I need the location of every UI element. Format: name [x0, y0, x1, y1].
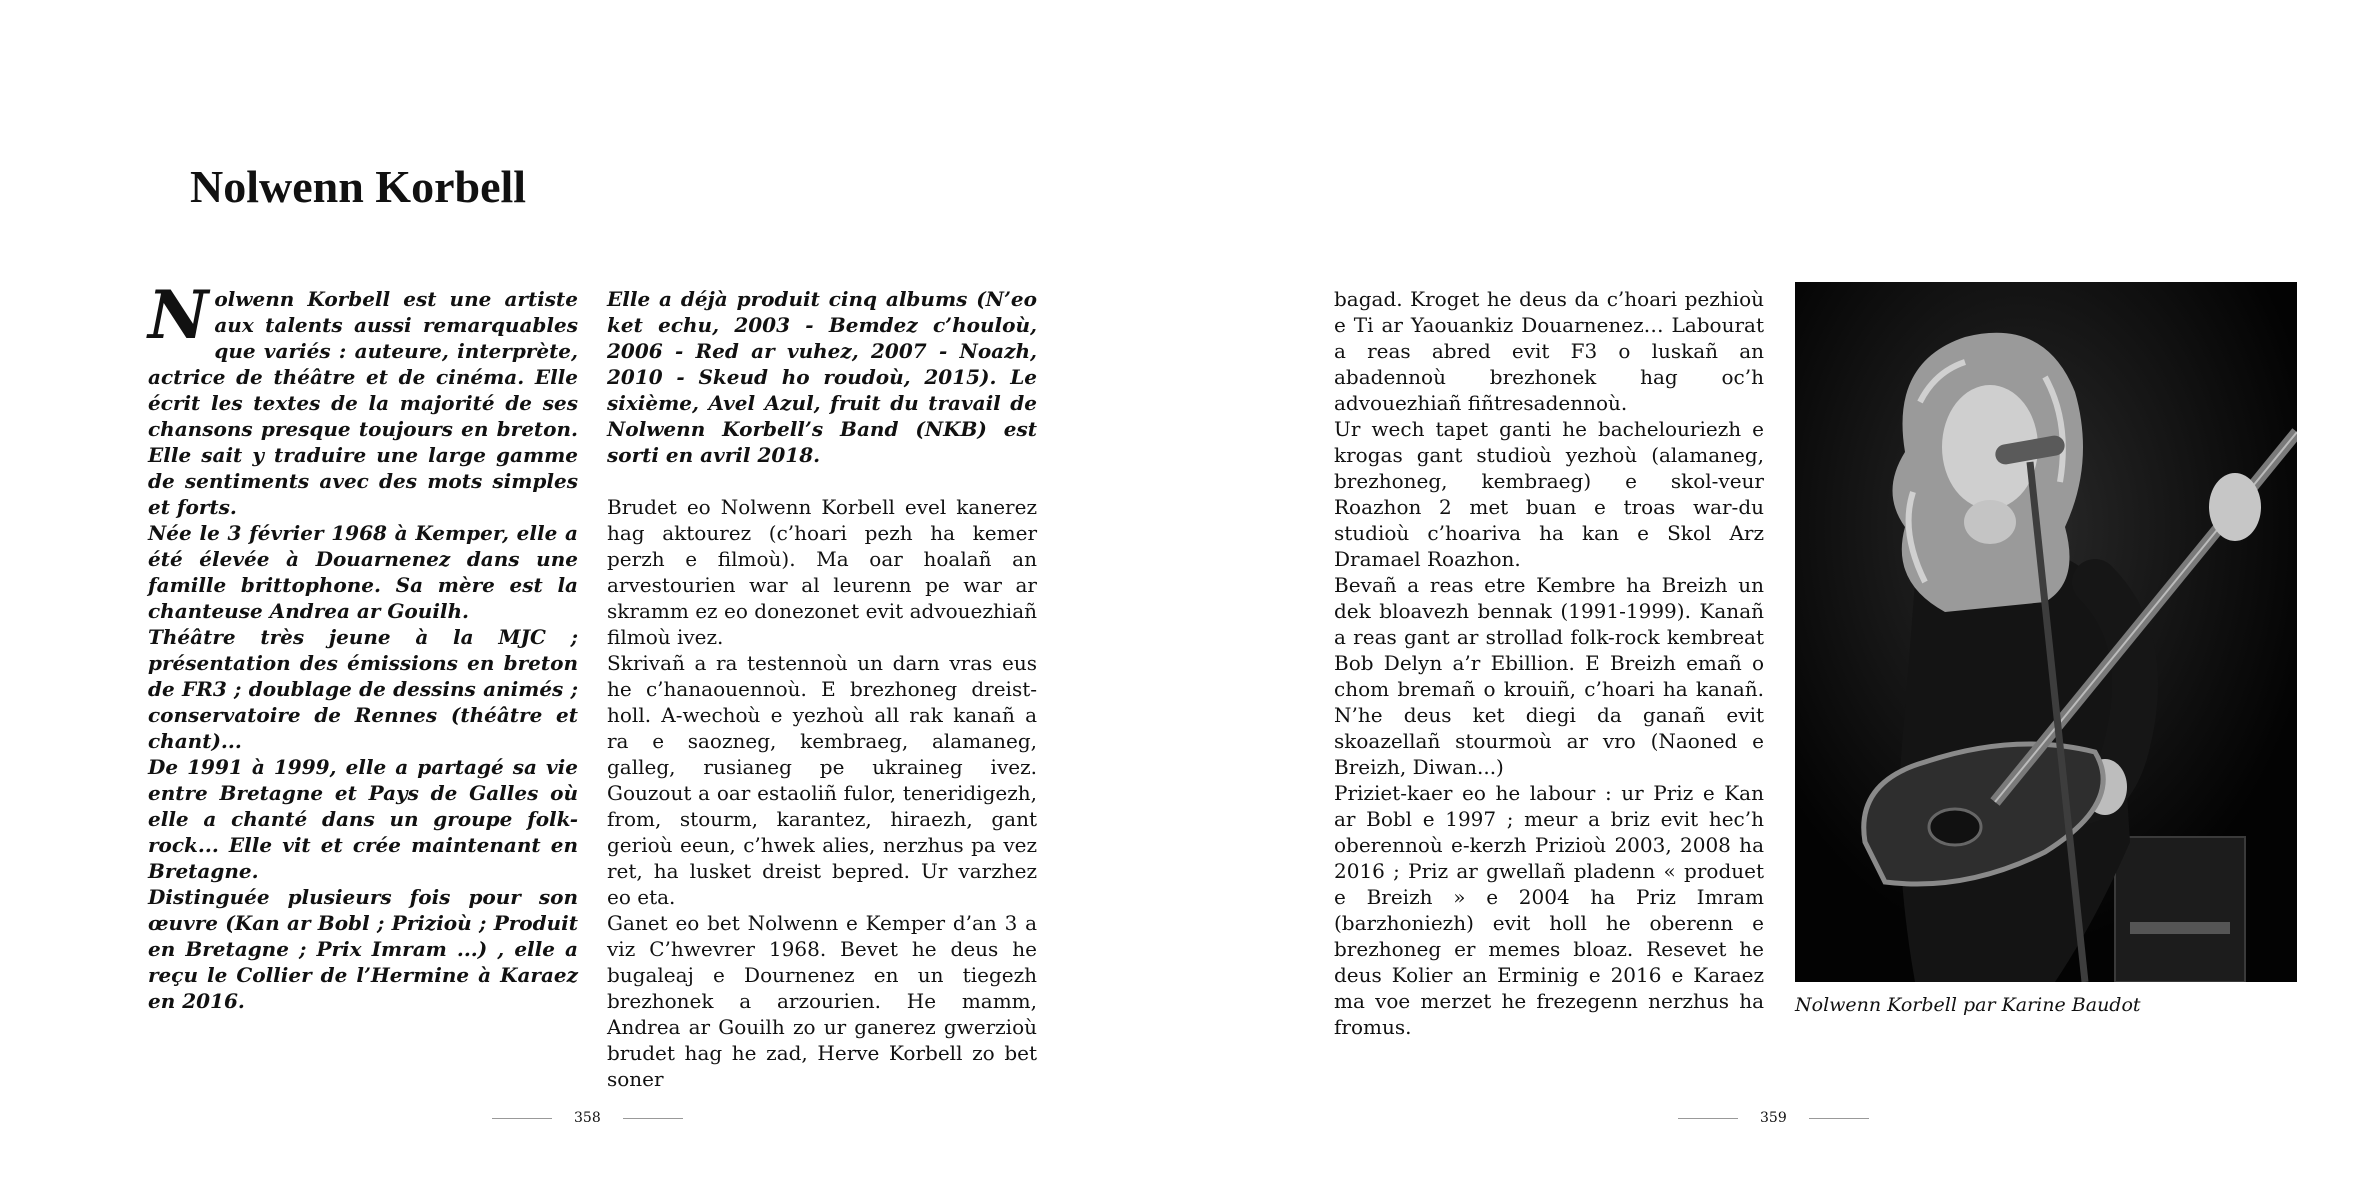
- folio-rule: [1678, 1118, 1738, 1119]
- bio-paragraph: olwenn Korbell est une artiste aux talents aussi remarquables que variés : auteure, interprète, actrice de théâtre et de cinéma. Elle écrit les textes de la majorité de ses chansons presque toujours en breton. Elle sait y traduire une large gamme de sentiments avec des mots simples et forts.: [148, 287, 578, 519]
- folio-rule: [1809, 1118, 1869, 1119]
- photo-caption: Nolwenn Korbell par Karine Baudot: [1795, 994, 2141, 1016]
- folio-rule: [492, 1118, 552, 1119]
- breton-column-right: [1334, 286, 1764, 1040]
- bio-paragraph: De 1991 à 1999, elle a partagé sa vie entre Bretagne et Pays de Galles où elle a chanté dans un groupe folk-rock... Elle vit et crée maintenant en Bretagne.: [148, 755, 578, 883]
- folio-rule: [623, 1118, 683, 1119]
- breton-column-left: [607, 286, 1037, 1092]
- breton-paragraph: Ganet eo bet Nolwenn e Kemper d’an 3 a viz C’hwevrer 1968. Bevet he deus he bugaleaj e Dournenez en un tiegezh brezhonek a arzourien. He mamm, Andrea ar Gouilh zo ur ganerez gwerzioù brudet hag he zad, Herve Korbell zo bet soner: [607, 911, 1037, 1091]
- breton-paragraph: bagad. Kroget he deus da c’hoari pezhioù e Ti ar Yaouankiz Douarnenez… Labourat a reas abred evit F3 o luskañ an abadennoù brezhonek hag oc’h advouezhiañ fiñtresadennoù.: [1334, 287, 1764, 415]
- paragraph-spacer: [607, 468, 1037, 494]
- page-title: Nolwenn Korbell: [190, 161, 527, 212]
- breton-paragraph: Bevañ a reas etre Kembre ha Breizh un dek bloavezh bennak (1991-1999). Kanañ a reas gant ar strollad folk-rock kembreat Bob Delyn a’r Ebillion. E Breizh emañ o chom bremañ o krouiñ, c’hoari ha kanañ. N’he deus ket diegi da ganañ evit skoazellañ stourmoù ar vro (Naoned e Breizh, Diwan...): [1334, 573, 1764, 779]
- page-number-right: [1678, 1110, 1869, 1126]
- breton-paragraph: Ur wech tapet ganti he bachelouriezh e krogas gant studioù yezhoù (alamaneg, brezhoneg, kembraeg) e skol-veur Roazhon 2 met buan e troas war-du studioù c’hoariva ha kan e Skol Arz Dramael Roazhon.: [1334, 417, 1764, 571]
- performer-photo: [1795, 282, 2297, 982]
- page-number-left: [492, 1110, 683, 1126]
- bio-paragraph: Théâtre très jeune à la MJC ; présentation des émissions en breton de FR3 ; doublage de dessins animés ; conservatoire de Rennes (théâtre et chant)...: [148, 625, 578, 753]
- breton-paragraph: Brudet eo Nolwenn Korbell evel kanerez hag aktourez (c’hoari pezh ha kemer perzh e filmoù). Ma oar hoalañ an arvestourien war al leurenn pe war ar skramm ez eo donezonet evit advouezhiañ filmoù ivez.: [607, 495, 1037, 649]
- performer-illustration: [1795, 282, 2297, 982]
- french-bio-column: [148, 276, 578, 1014]
- breton-paragraph: Skrivañ a ra testennoù un darn vras eus he c’hanaouennoù. E brezhoneg dreist-holl. A-wechoù e yezhoù all rak kanañ a ra e saozneg, kembraeg, alamaneg, galleg, rusianeg pe ukraineg ivez. Gouzout a oar estaoliñ fulor, teneridigezh, from, stourm, karantez, hiraezh, gant gerioù eeun, c’hwek alies, nerzhus pa vez ret, ha lusket dreist bepred. Ur varzhez eo eta.: [607, 651, 1037, 909]
- bio-paragraph: Née le 3 février 1968 à Kemper, elle a été élevée à Douarnenez dans une famille brittophone. Sa mère est la chanteuse Andrea ar Gouilh.: [148, 521, 578, 623]
- drop-cap: N: [148, 276, 209, 354]
- page-number: 358: [574, 1110, 601, 1126]
- albums-paragraph: Elle a déjà produit cinq albums (N’eo ket echu, 2003 - Bemdez c’houloù, 2006 - Red ar vuhez, 2007 - Noazh, 2010 - Skeud ho roudoù, 2015). Le sixième, Avel Azul, fruit du travail de Nolwenn Korbell’s Band (NKB) est sorti en avril 2018.: [607, 287, 1037, 467]
- bio-paragraph: Distinguée plusieurs fois pour son œuvre (Kan ar Bobl ; Prizioù ; Produit en Bretagne ; Prix Imram ...) , elle a reçu le Collier de l’Hermine à Karaez en 2016.: [148, 885, 578, 1013]
- breton-paragraph: Priziet-kaer eo he labour : ur Priz e Kan ar Bobl e 1997 ; meur a briz evit hec’h oberennoù e-kerzh Prizioù 2003, 2008 ha 2016 ; Priz ar gwellañ pladenn « produet e Breizh » e 2004 ha Priz Imram (barzhoniezh) evit holl he oberenn e brezhoneg er memes bloaz. Resevet he deus Kolier an Erminig e 2016 e Karaez ma voe merzet he frezegenn nerzhus ha fromus.: [1334, 781, 1764, 1039]
- page-number: 359: [1760, 1110, 1787, 1126]
